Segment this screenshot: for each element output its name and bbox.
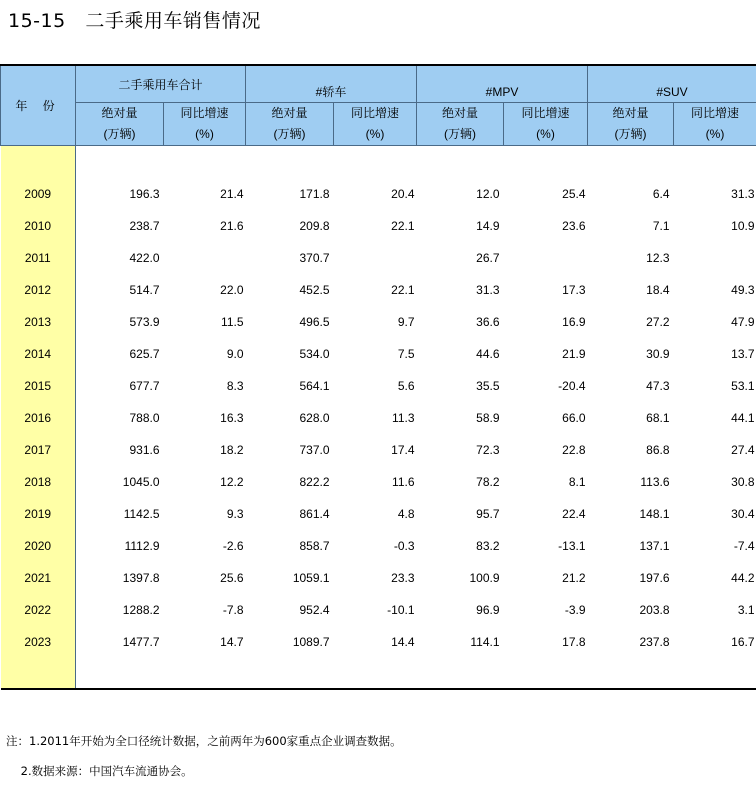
table-row: [1, 274, 756, 306]
volume-cell: 564.1: [299, 379, 330, 393]
volume-cell: 86.8: [646, 443, 670, 457]
volume-cell: 861.4: [299, 507, 330, 521]
volume-cell: 36.6: [476, 315, 500, 329]
header-line-1: 绝对量: [612, 106, 649, 120]
volume-cell: 1142.5: [123, 507, 160, 521]
blank-cell: [76, 658, 756, 689]
table-spacer-row: [1, 146, 756, 179]
year-cell: 2012: [1, 274, 76, 306]
volume-cell: 496.5: [299, 315, 330, 329]
growth-cell: 44.1: [731, 411, 755, 425]
volume-cell: 628.0: [299, 411, 330, 425]
table-row: [1, 178, 756, 210]
table-row: [1, 498, 756, 530]
growth-cell: 18.2: [220, 443, 244, 457]
growth-cell: 12.2: [220, 475, 244, 489]
table-row: [1, 242, 756, 274]
growth-cell: -10.1: [387, 603, 415, 617]
year-cell-blank: [1, 658, 76, 689]
volume-cell: 1477.7: [122, 635, 160, 649]
header-line-2: (万辆): [614, 127, 647, 141]
table-row: [1, 466, 756, 498]
sales-table: [0, 64, 756, 690]
table-row: [1, 594, 756, 626]
volume-cell: 26.7: [476, 251, 500, 265]
growth-cell: 14.7: [220, 635, 244, 649]
abs-volume-header: [588, 103, 674, 146]
volume-cell: 1059.1: [292, 571, 330, 585]
group-header-mpv: #MPV: [417, 81, 588, 103]
table-row: [1, 530, 756, 562]
growth-cell: 16.9: [562, 315, 586, 329]
header-line-1: 同比增速: [521, 106, 570, 120]
table-row: [1, 402, 756, 434]
growth-cell: [504, 242, 588, 274]
volume-cell: 1045.0: [122, 475, 160, 489]
volume-cell: 31.3: [476, 283, 500, 297]
growth-cell: 16.7: [731, 635, 755, 649]
growth-cell: -7.4: [733, 539, 755, 553]
year-cell: 2016: [1, 402, 76, 434]
growth-cell: [674, 242, 756, 274]
growth-cell: 9.0: [226, 347, 244, 361]
volume-cell: 30.9: [646, 347, 670, 361]
year-cell: 2021: [1, 562, 76, 594]
table-spacer-row: [1, 658, 756, 689]
header-line-2: (万辆): [444, 127, 477, 141]
volume-cell: 12.0: [476, 187, 500, 201]
volume-cell: 1089.7: [292, 635, 330, 649]
volume-cell: 83.2: [476, 539, 500, 553]
volume-cell: 96.9: [476, 603, 500, 617]
footnotes: [6, 733, 402, 779]
growth-cell: 53.1: [731, 379, 755, 393]
growth-cell: 3.1: [737, 603, 755, 617]
volume-cell: 47.3: [646, 379, 670, 393]
growth-cell: -13.1: [558, 539, 586, 553]
growth-cell: 17.4: [391, 443, 415, 457]
growth-cell: 7.5: [397, 347, 415, 361]
year-cell: 2014: [1, 338, 76, 370]
volume-cell: 44.6: [476, 347, 500, 361]
growth-cell: 4.8: [397, 507, 415, 521]
volume-cell: 370.7: [299, 251, 330, 265]
yoy-growth-header: [164, 103, 246, 146]
growth-cell: 5.6: [397, 379, 415, 393]
volume-cell: 625.7: [129, 347, 160, 361]
yoy-growth-header: [504, 103, 588, 146]
footnote-2: 2.数据来源：中国汽车流通协会。: [6, 764, 193, 778]
header-line-1: 绝对量: [101, 106, 138, 120]
growth-cell: 11.3: [392, 411, 415, 425]
header-line-1: 同比增速: [180, 106, 229, 120]
volume-cell: 573.9: [129, 315, 160, 329]
page-title: 15-15 二手乘用车销售情况: [8, 10, 261, 32]
growth-cell: 17.8: [562, 635, 586, 649]
growth-cell: 49.3: [731, 283, 755, 297]
year-cell: 2011: [1, 242, 76, 274]
growth-cell: 22.8: [562, 443, 586, 457]
growth-cell: 66.0: [562, 411, 586, 425]
group-header-spacer: [588, 65, 756, 81]
volume-cell: 148.1: [639, 507, 670, 521]
volume-cell: 677.7: [129, 379, 160, 393]
year-cell: 2019: [1, 498, 76, 530]
volume-cell: 1397.8: [122, 571, 160, 585]
table-row: [1, 338, 756, 370]
volume-cell: 822.2: [299, 475, 330, 489]
volume-cell: 237.8: [639, 635, 670, 649]
volume-cell: 452.5: [299, 283, 330, 297]
group-header-suv: #SUV: [588, 81, 756, 103]
growth-cell: 25.4: [562, 187, 586, 201]
group-header-sedan: #轿车: [246, 81, 417, 103]
growth-cell: 9.7: [397, 315, 415, 329]
growth-cell: 30.4: [731, 507, 755, 521]
volume-cell: 931.6: [129, 443, 160, 457]
growth-cell: 8.3: [226, 379, 244, 393]
year-header: 年 份: [1, 65, 76, 146]
volume-cell: 95.7: [476, 507, 500, 521]
growth-cell: 17.3: [562, 283, 586, 297]
year-cell: 2018: [1, 466, 76, 498]
growth-cell: -20.4: [558, 379, 586, 393]
table-row: [1, 210, 756, 242]
volume-cell: 534.0: [299, 347, 330, 361]
yoy-growth-header: [674, 103, 756, 146]
growth-cell: [164, 242, 246, 274]
year-cell: 2009: [1, 178, 76, 210]
year-cell: 2010: [1, 210, 76, 242]
yoy-growth-header: [334, 103, 417, 146]
volume-cell: 203.8: [639, 603, 670, 617]
table-row: [1, 306, 756, 338]
growth-cell: 21.9: [562, 347, 586, 361]
year-cell-blank: [1, 146, 76, 179]
header-line-2: (%): [536, 127, 555, 141]
growth-cell: 25.6: [220, 571, 244, 585]
volume-cell: 113.6: [640, 475, 670, 489]
volume-cell: 952.4: [299, 603, 330, 617]
growth-cell: 21.4: [220, 187, 244, 201]
blank-cell: [76, 146, 756, 179]
growth-cell: 13.7: [731, 347, 755, 361]
volume-cell: 58.9: [476, 411, 500, 425]
growth-cell: 22.0: [220, 283, 244, 297]
abs-volume-header: [417, 103, 504, 146]
header-line-2: (%): [705, 127, 725, 141]
table-row: [1, 370, 756, 402]
volume-cell: 18.4: [646, 283, 670, 297]
header-line-1: 绝对量: [271, 106, 308, 120]
footnote-1: 注：1.2011年开始为全口径统计数据，之前两年为600家重点企业调查数据。: [6, 734, 402, 748]
volume-cell: 1288.2: [122, 603, 160, 617]
group-header-total: 二手乘用车合计: [76, 65, 246, 103]
growth-cell: 8.1: [568, 475, 586, 489]
header-line-1: 同比增速: [351, 106, 400, 120]
year-cell: 2023: [1, 626, 76, 658]
volume-cell: 78.2: [476, 475, 500, 489]
growth-cell: 22.1: [391, 283, 415, 297]
growth-cell: 47.9: [731, 315, 755, 329]
growth-cell: 14.4: [391, 635, 415, 649]
abs-volume-header: [76, 103, 164, 146]
volume-cell: 171.8: [299, 187, 330, 201]
growth-cell: 21.6: [220, 219, 244, 233]
subheader-row: [1, 103, 756, 146]
growth-cell: 11.6: [392, 475, 415, 489]
growth-cell: -7.8: [222, 603, 244, 617]
header-line-2: (万辆): [273, 127, 306, 141]
volume-cell: 72.3: [476, 443, 500, 457]
volume-cell: 7.1: [652, 219, 670, 233]
growth-cell: 31.3: [731, 187, 755, 201]
volume-cell: 68.1: [646, 411, 670, 425]
growth-cell: 23.3: [391, 571, 415, 585]
volume-cell: 197.6: [639, 571, 670, 585]
volume-cell: 858.7: [299, 539, 330, 553]
growth-cell: -2.6: [222, 539, 244, 553]
group-header-spacer: [417, 65, 588, 81]
year-cell: 2013: [1, 306, 76, 338]
volume-cell: 514.7: [129, 283, 160, 297]
volume-cell: 12.3: [646, 251, 670, 265]
year-cell: 2020: [1, 530, 76, 562]
growth-cell: 27.4: [731, 443, 755, 457]
volume-cell: 238.7: [129, 219, 160, 233]
growth-cell: 44.2: [731, 571, 755, 585]
growth-cell: 30.8: [731, 475, 755, 489]
header-line-1: 绝对量: [442, 106, 479, 120]
growth-cell: 10.9: [731, 219, 755, 233]
growth-cell: -3.9: [564, 603, 586, 617]
growth-cell: -0.3: [393, 539, 415, 553]
volume-cell: 114.1: [470, 635, 500, 649]
growth-cell: 9.3: [226, 507, 244, 521]
growth-cell: 22.1: [391, 219, 415, 233]
header-line-2: (%): [195, 127, 214, 141]
growth-cell: 16.3: [220, 411, 244, 425]
growth-cell: [334, 242, 417, 274]
volume-cell: 422.0: [129, 251, 160, 265]
growth-cell: 22.4: [562, 507, 586, 521]
abs-volume-header: [246, 103, 334, 146]
growth-cell: 20.4: [391, 187, 415, 201]
growth-cell: 21.2: [562, 571, 586, 585]
header-line-2: (万辆): [103, 127, 136, 141]
group-header-spacer: [246, 65, 417, 81]
volume-cell: 35.5: [476, 379, 500, 393]
table-body: [1, 146, 756, 690]
header-line-2: (%): [365, 127, 385, 141]
volume-cell: 209.8: [299, 219, 330, 233]
year-cell: 2017: [1, 434, 76, 466]
volume-cell: 788.0: [129, 411, 160, 425]
volume-cell: 1112.9: [124, 539, 160, 553]
growth-cell: 23.6: [562, 219, 586, 233]
growth-cell: 11.5: [221, 315, 244, 329]
volume-cell: 137.1: [639, 539, 670, 553]
volume-cell: 27.2: [646, 315, 670, 329]
year-cell: 2022: [1, 594, 76, 626]
table-row: [1, 562, 756, 594]
volume-cell: 14.9: [476, 219, 500, 233]
table-row: [1, 626, 756, 658]
year-cell: 2015: [1, 370, 76, 402]
header-line-1: 同比增速: [691, 106, 740, 120]
volume-cell: 100.9: [469, 571, 500, 585]
volume-cell: 196.3: [129, 187, 160, 201]
volume-cell: 6.4: [652, 187, 670, 201]
table-row: [1, 434, 756, 466]
volume-cell: 737.0: [299, 443, 330, 457]
